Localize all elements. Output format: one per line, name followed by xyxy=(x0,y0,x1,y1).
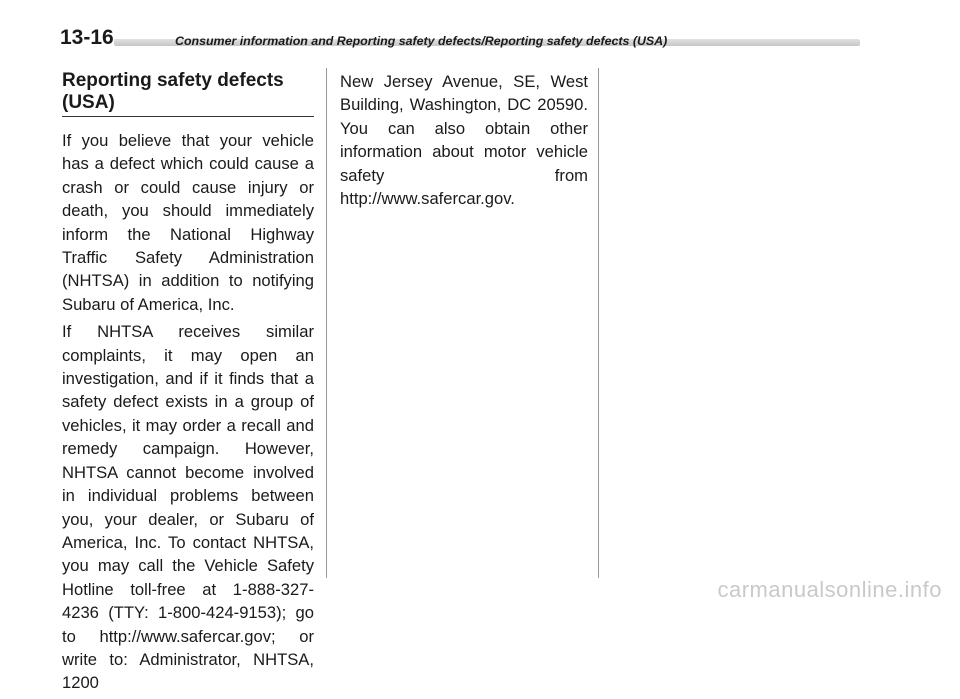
paragraph-3: New Jersey Avenue, SE, West Building, Washington, DC 20590. You can also obtain other information about motor vehicle safety from http://www.safercar.gov. xyxy=(340,72,588,209)
left-column xyxy=(62,70,314,699)
page-header xyxy=(60,26,860,50)
paragraph-2: If NHTSA receives similar complaints, it may open an investigation, and if it finds that a safety defect exists in a group of vehicles, it may order a recall and remedy campaign. However, NHTSA cannot become involved in individual problems between you, your dealer, or Subaru of America, Inc. To contact NHTSA, you may call the Vehicle Safety Hotline toll-free at 1-888-327-4236 (TTY: 1-800-424-9153); go to http://www.safercar.gov; or write to: Administrator, NHTSA, 1200 xyxy=(62,322,314,693)
section-title: Consumer information and Reporting safety defects/Reporting safety defects (USA) xyxy=(175,34,668,48)
watermark: carmanualsonline.info xyxy=(717,577,942,602)
right-column xyxy=(340,70,588,214)
page-number: 13-16 xyxy=(60,26,114,49)
column-divider-left xyxy=(326,68,327,578)
paragraph-1: If you believe that your vehicle has a defect which could cause a crash or could cause injury or death, you should immediately inform the National Highway Traffic Safety Administration (NHTSA) in addition to notifying Subaru of America, Inc. xyxy=(62,131,314,314)
article-heading: Reporting safety defects (USA) xyxy=(62,70,314,117)
column-divider-right xyxy=(598,68,599,578)
